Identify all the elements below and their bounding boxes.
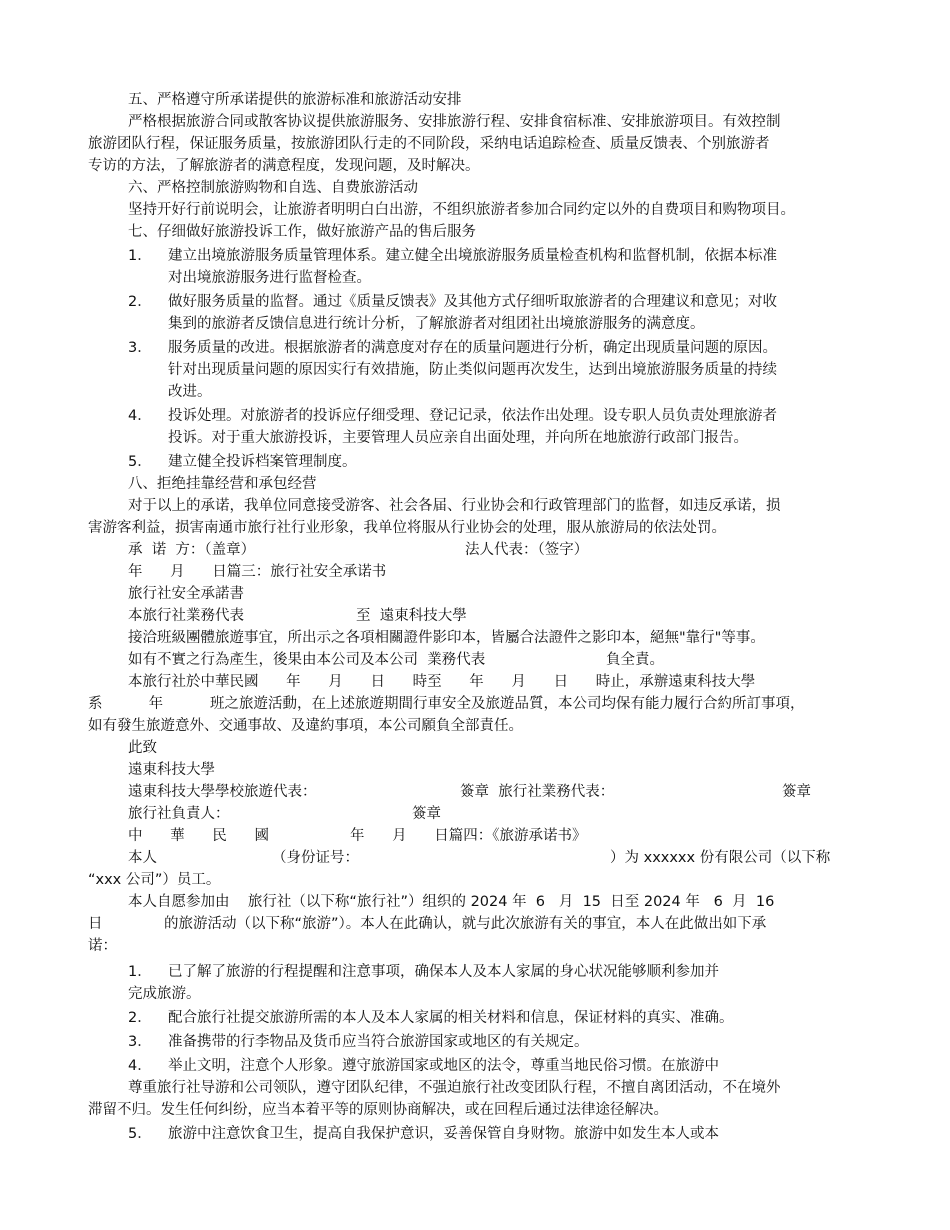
list-item-text: 旅游中注意饮食卫生，提高自我保护意识，妥善保管自身财物。旅游中如发生本人或本 [168, 1126, 719, 1142]
signature-agency-head-seal: 簽章 [412, 806, 441, 822]
paragraph-line: 坚持开好行前说明会，让旅游者明明白白出游，不组织旅游者参加合同约定以外的自费项目和购物项目。 [128, 202, 795, 218]
heading-section-8: 八、拒绝挂靠经营和承包经营 [128, 476, 317, 492]
list-item-text: 集到的旅游者反馈信息进行统计分析，了解旅游者对组团社出境旅游服务的满意度。 [168, 316, 705, 332]
list-item-text: 投诉处理。对旅游者的投诉应仔细受理、登记记录，依法作出处理。设专职人员负责处理旅游者 [168, 408, 777, 424]
list-number: 1． [128, 964, 152, 980]
signature-line-legal-rep: 法人代表：（签字） [465, 542, 589, 558]
salutation: 此致 [128, 740, 157, 756]
list-item-text: 已了解了旅游的行程提醒和注意事项，确保本人及本人家属的身心状况能够顺利参加并 [168, 964, 719, 980]
list-number: 3． [128, 340, 152, 356]
list-number: 5． [128, 1126, 152, 1142]
list-item-text: 尊重旅行社导游和公司领队，遵守团队纪律，不强迫旅行社改变团队行程，不擅自离团活动，不在境外 [128, 1080, 781, 1096]
paragraph-line: 严格根据旅游合同或散客协议提供旅游服务、安排旅游行程、安排食宿标准、安排旅游项目。有效控制 [128, 114, 781, 130]
list-item-text: 针对出现质量问题的原因实行有效措施，防止类似问题再次发生，达到出境旅游服务质量的持续 [168, 362, 777, 378]
list-number: 1． [128, 248, 152, 264]
signature-line-promisor: 承 诺 方：（盖章） [128, 542, 256, 558]
list-item-text: 服务质量的改进。根据旅游者的满意度对存在的质量问题进行分析，确定出现质量问题的原因。 [168, 340, 777, 356]
list-number: 2． [128, 1010, 152, 1026]
list-item-text: 准备携带的行李物品及货币应当符合旅游国家或地区的有关规定。 [168, 1034, 589, 1050]
signature-school-rep: 遠東科技大學學校旅遊代表： [128, 784, 317, 800]
paragraph-line: 如有不實之行為產生，後果由本公司及本公司 業務代表 [128, 652, 486, 668]
list-item-text: 完成旅游。 [128, 986, 201, 1002]
list-item-text: 举止文明，注意个人形象。遵守旅游国家或地区的法令，尊重当地民俗习惯。在旅游中 [168, 1058, 719, 1074]
list-item-text: 建立健全投诉档案管理制度。 [168, 454, 357, 470]
date-line-part3: 年 月 日篇三：旅行社安全承诺书 [128, 564, 387, 580]
paragraph-line: 专访的方法，了解旅游者的满意程度，发现问题，及时解决。 [88, 158, 480, 174]
paragraph-line: 日 [88, 916, 103, 932]
date-line-part4: 年 月 日篇四：《旅游承诺书》 [350, 828, 587, 844]
paragraph-line: ）为 xxxxxx 份有限公司（以下称 [610, 850, 831, 866]
paragraph-line: 系 年 [88, 696, 164, 712]
list-number: 3． [128, 1034, 152, 1050]
paragraph-line: 至 遠東科技大學 [356, 608, 467, 624]
list-number: 4． [128, 1058, 152, 1074]
paragraph-line: 班之旅遊活動，在上述旅遊期間行車安全及旅遊品質，本公司均保有能力履行合約所訂事項， [210, 696, 805, 712]
paragraph-line: 接洽班級團體旅遊事宜，所出示之各項相關證件影印本，皆屬合法證件之影印本，絕無"靠行"等事。 [128, 630, 765, 646]
signature-agency-head: 旅行社負責人： [128, 806, 230, 822]
paragraph-line: （身份证号： [272, 850, 359, 866]
paragraph-line: 诺： [88, 938, 117, 954]
date-line-part4: 中 華 民 國 [128, 828, 269, 844]
paragraph-line: 本人自愿参加由 旅行社（以下称“旅行社”）组织的 2024 年 6 月 15 日至 2024 年 6 月 16 [128, 894, 775, 910]
paragraph-line: 对于以上的承诺，我单位同意接受游客、社会各届、行业协会和行政管理部门的监督，如违反承诺，损 [128, 498, 781, 514]
heading-section-7: 七、仔细做好旅游投诉工作，做好旅游产品的售后服务 [128, 224, 476, 240]
paragraph-line: 本旅行社於中華民國 年 月 日 時至 年 月 日 時止，承辦遠東科技大學 [128, 674, 756, 690]
signature-agency-rep-seal: 簽章 [782, 784, 811, 800]
list-number: 2． [128, 294, 152, 310]
list-item-text: 投诉。对于重大旅游投诉，主要管理人员应亲自出面处理，并向所在地旅游行政部门报告。 [168, 430, 748, 446]
paragraph-line: 如有發生旅遊意外、交通事故、及違約事項，本公司願負全部責任。 [88, 718, 523, 734]
heading-section-6: 六、严格控制旅游购物和自选、自费旅游活动 [128, 180, 418, 196]
list-item-text: 滞留不归。发生任何纠纷，应当本着平等的原则协商解决，或在回程后通过法律途径解决。 [88, 1102, 668, 1118]
paragraph-line: 本旅行社業務代表 [128, 608, 244, 624]
paragraph-line: 旅游团队行程，保证服务质量，按旅游团队行走的不同阶段，采纳电话追踪检查、质量反馈表、个别旅游者 [88, 136, 770, 152]
heading-section-5: 五、严格遵守所承诺提供的旅游标准和旅游活动安排 [128, 92, 462, 108]
recipient: 遠東科技大學 [128, 762, 215, 778]
signature-agency-rep: 簽章 旅行社業務代表： [460, 784, 615, 800]
list-number: 5． [128, 454, 152, 470]
list-item-text: 建立出境旅游服务质量管理体系。建立健全出境旅游服务质量检查机构和监督机制，依据本标准 [168, 248, 777, 264]
paragraph-line: 負全責。 [606, 652, 664, 668]
list-item-text: 配合旅行社提交旅游所需的本人及本人家属的相关材料和信息，保证材料的真实、准确。 [168, 1010, 734, 1026]
list-item-text: 对出境旅游服务进行监督检查。 [168, 270, 371, 286]
list-item-text: 做好服务质量的监督。通过《质量反馈表》及其他方式仔细听取旅游者的合理建议和意见；对收 [168, 294, 777, 310]
list-item-text: 改进。 [168, 384, 212, 400]
title-safety-promise: 旅行社安全承諾書 [128, 586, 244, 602]
paragraph-line: 的旅游活动（以下称“旅游”）。本人在此确认，就与此次旅游有关的事宜，本人在此做出如下承 [164, 916, 767, 932]
paragraph-line: “xxx 公司”）员工。 [88, 872, 221, 888]
paragraph-line: 本人 [128, 850, 157, 866]
paragraph-line: 害游客利益，损害南通市旅行社行业形象，我单位将服从行业协会的处理，服从旅游局的依法处罚。 [88, 520, 726, 536]
list-number: 4． [128, 408, 152, 424]
